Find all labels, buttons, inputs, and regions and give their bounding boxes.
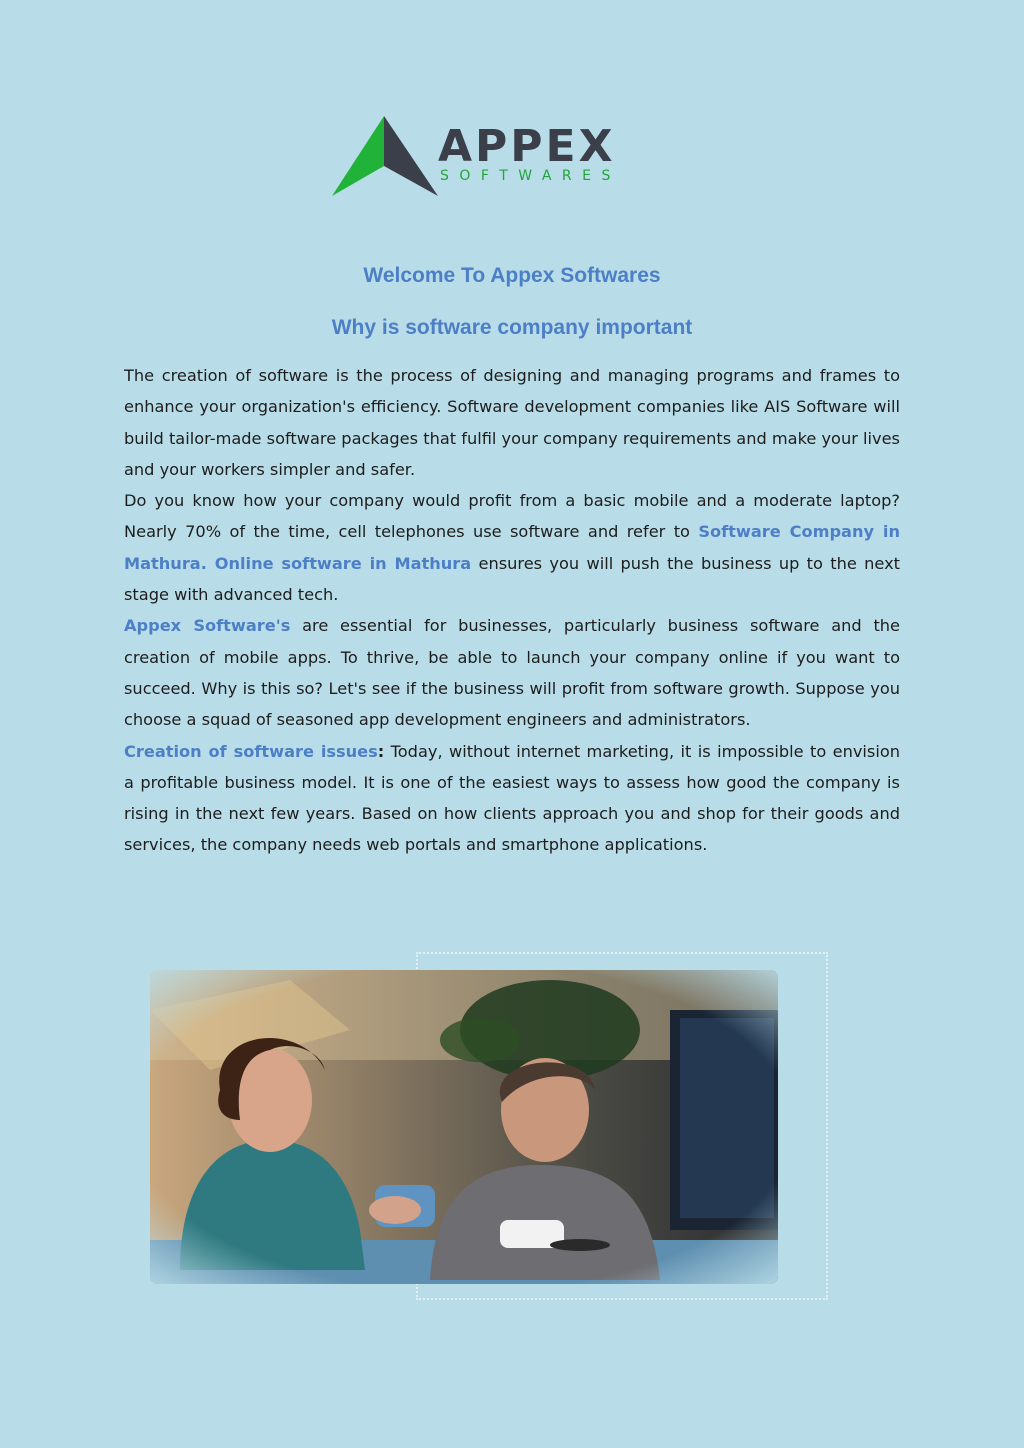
paragraph-2	[124, 485, 900, 610]
office-photo	[150, 970, 778, 1284]
link-separator: .	[200, 553, 215, 573]
paragraph-4	[124, 736, 900, 861]
office-photo-illustration	[150, 970, 778, 1284]
paragraph-2-text-a: Do you know how your company would profit from a basic mobile and a moderate laptop? Nearly 70% of the time, cell telephones use software and refer to	[124, 491, 900, 542]
appex-logo	[332, 112, 642, 202]
paragraph-1: The creation of software is the process of designing and managing programs and frames to enhance your organization's efficiency. Software development companies like AIS Software will build tailor-made software packages that fulfil your company requirements and make your lives and your workers simpler and safer.	[124, 366, 900, 479]
paragraph-4-text: Today, without internet marketing, it is impossible to envision a profitable business model. It is one of the easiest ways to assess how good the company is rising in the next few years. Based on how clients approach you and shop for their goods and services, the company needs web portals and smartphone applications.	[124, 741, 900, 855]
paragraph-3	[124, 610, 900, 735]
logo-wordmark: APPEX	[438, 121, 616, 172]
appex-logo-mark-icon	[332, 114, 440, 198]
colon: :	[377, 741, 385, 761]
online-software-mathura-link[interactable]: Online software in Mathura	[214, 553, 472, 573]
paragraph-2-text-b: ensures you will push the business up to the next stage with advanced tech.	[124, 553, 900, 605]
section-heading: Why is software company important	[331, 316, 693, 339]
welcome-heading: Welcome To Appex Softwares	[363, 264, 661, 287]
office-photo-container	[140, 952, 830, 1302]
software-company-mathura-link[interactable]: Software Company in Mathura	[124, 522, 900, 573]
logo-subtitle: SOFTWARES	[440, 168, 621, 184]
paragraph-3-text: are essential for businesses, particularly business software and the creation of mobile apps. To thrive, be able to launch your company online if you want to succeed. Why is this so? Let's see if the business will profit from software growth. Suppose you choose a squad of seasoned app development engineers and administrators.	[124, 616, 901, 730]
creation-of-software-issues-link[interactable]: Creation of software issues	[124, 741, 378, 761]
article-body	[124, 360, 900, 861]
appex-softwares-link[interactable]: Appex Software's	[124, 616, 291, 636]
